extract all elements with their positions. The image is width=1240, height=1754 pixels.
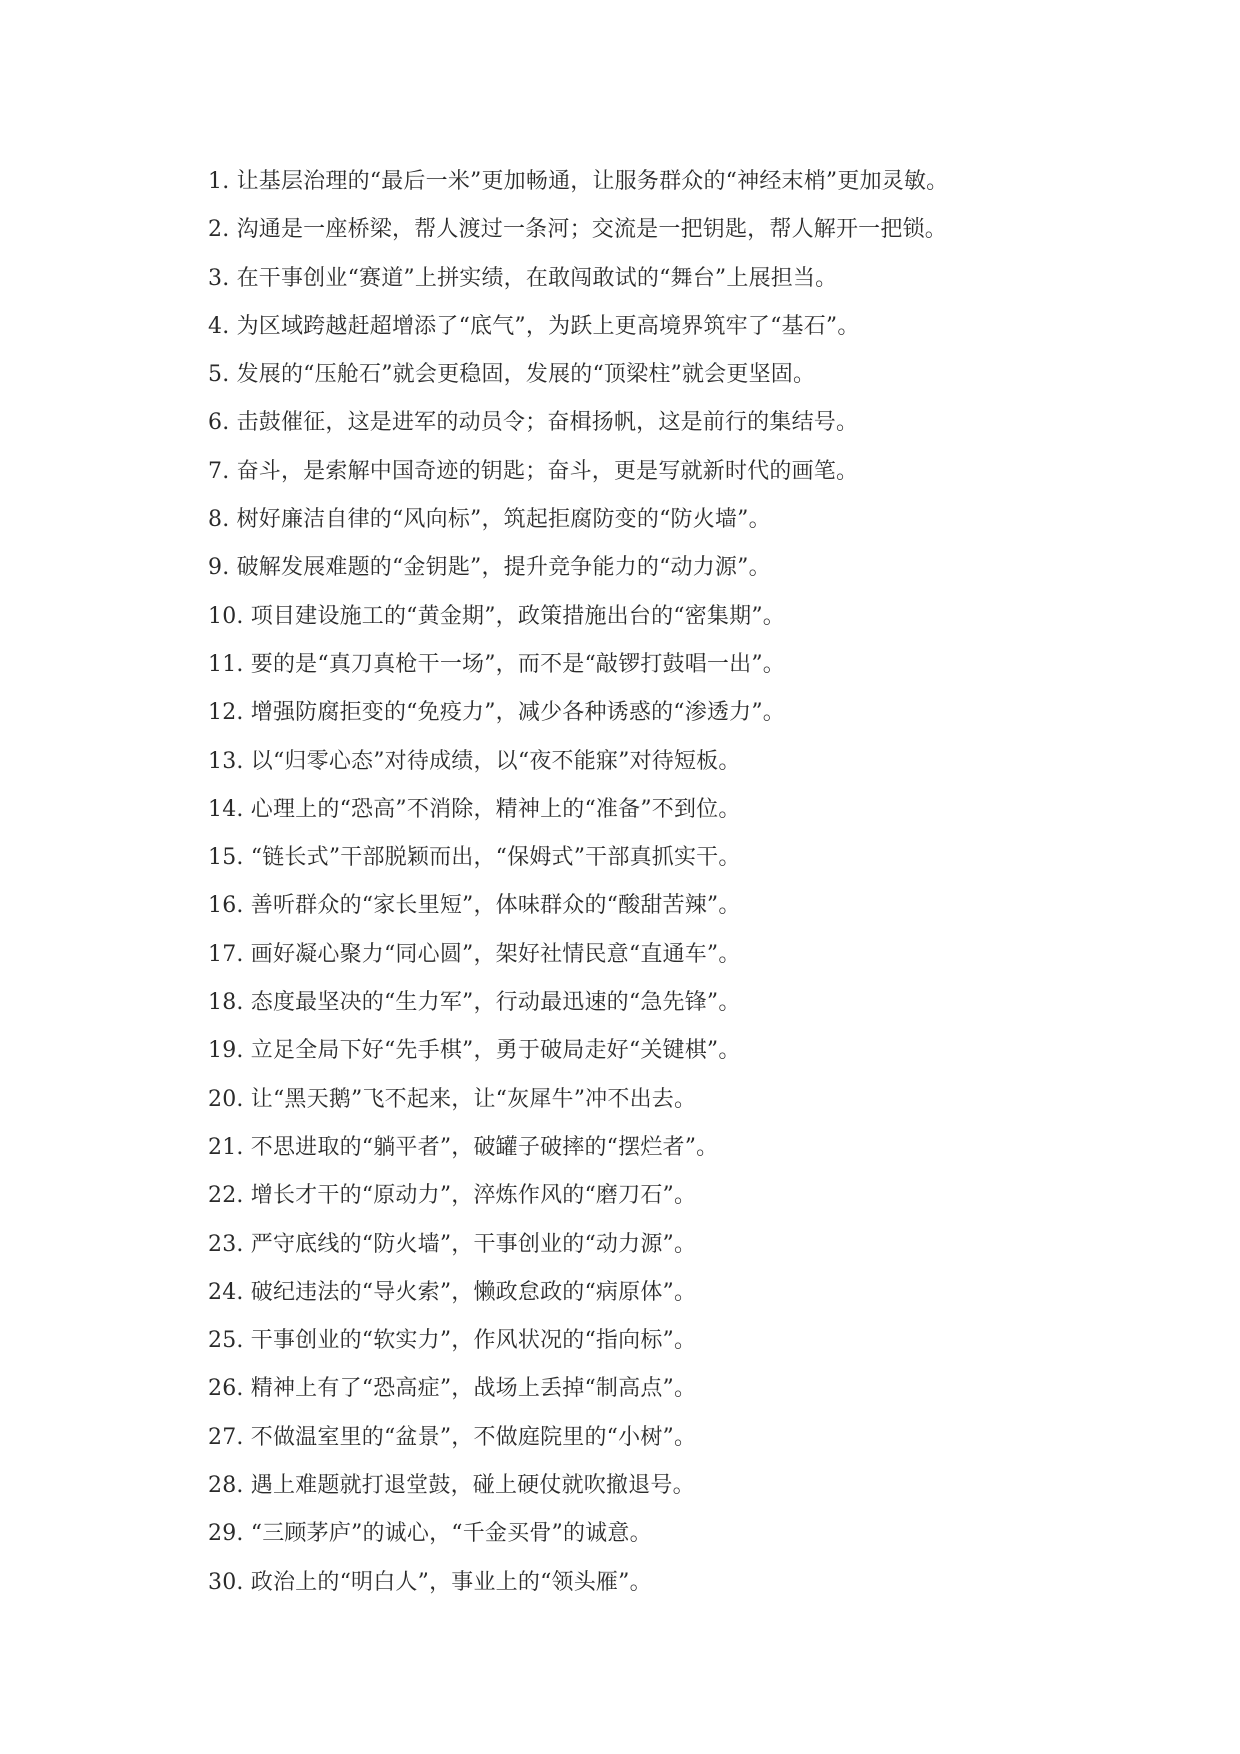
list-item: 19. 立足全局下好“先手棋”，勇于破局走好“关键棋”。 [208, 1038, 741, 1064]
list-item: 14. 心理上的“恐高”不消除，精神上的“准备”不到位。 [208, 796, 741, 822]
list-item: 22. 增长才干的“原动力”，淬炼作风的“磨刀石”。 [208, 1183, 697, 1209]
list-item: 27. 不做温室里的“盆景”，不做庭院里的“小树”。 [208, 1424, 697, 1450]
numbered-list [208, 158, 1208, 1607]
list-item: 18. 态度最坚决的“生力军”，行动最迅速的“急先锋”。 [208, 990, 741, 1016]
list-item: 26. 精神上有了“恐高症”，战场上丢掉“制高点”。 [208, 1376, 697, 1402]
list-item: 17. 画好凝心聚力“同心圆”，架好社情民意“直通车”。 [208, 941, 741, 967]
list-item: 10. 项目建设施工的“黄金期”，政策措施出台的“密集期”。 [208, 603, 785, 629]
list-item: 25. 干事创业的“软实力”，作风状况的“指向标”。 [208, 1328, 697, 1354]
list-item: 1. 让基层治理的“最后一米”更加畅通，让服务群众的“神经末梢”更加灵敏。 [208, 169, 949, 194]
list-item: 24. 破纪违法的“导火索”，懒政怠政的“病原体”。 [208, 1279, 697, 1305]
list-item: 8. 树好廉洁自律的“风向标”，筑起拒腐防变的“防火墙”。 [208, 507, 771, 533]
list-item: 30. 政治上的“明白人”，事业上的“领头雁”。 [208, 1569, 652, 1595]
list-item: 28. 遇上难题就打退堂鼓，碰上硬仗就吹撤退号。 [208, 1473, 695, 1499]
list-item: 2. 沟通是一座桥梁，帮人渡过一条河；交流是一把钥匙，帮人解开一把锁。 [208, 217, 947, 243]
list-item: 20. 让“黑天鹅”飞不起来，让“灰犀牛”冲不出去。 [208, 1086, 697, 1112]
list-item: 3. 在干事创业“赛道”上拼实绩，在敢闯敢试的“舞台”上展担当。 [208, 265, 838, 291]
list-item: 12. 增强防腐拒变的“免疫力”，减少各种诱惑的“渗透力”。 [208, 700, 785, 726]
list-item: 4. 为区域跨越赶超增添了“底气”，为跃上更高境界筑牢了“基石”。 [208, 313, 860, 339]
list-item: 9. 破解发展难题的“金钥匙”，提升竞争能力的“动力源”。 [208, 555, 771, 581]
list-item: 13. 以“归零心态”对待成绩，以“夜不能寐”对待短板。 [208, 748, 741, 774]
list-item: 7. 奋斗，是索解中国奇迹的钥匙；奋斗，更是写就新时代的画笔。 [208, 458, 859, 484]
list-item: 5. 发展的“压舱石”就会更稳固，发展的“顶梁柱”就会更坚固。 [208, 362, 816, 388]
list-item: 23. 严守底线的“防火墙”，干事创业的“动力源”。 [208, 1231, 697, 1257]
list-item: 11. 要的是“真刀真枪干一场”，而不是“敲锣打鼓唱一出”。 [208, 651, 785, 677]
list-item: 16. 善听群众的“家长里短”，体味群众的“酸甜苦辣”。 [208, 893, 741, 919]
list-item: 21. 不思进取的“躺平者”，破罐子破摔的“摆烂者”。 [208, 1134, 719, 1160]
list-item: 15. “链长式”干部脱颖而出，“保姆式”干部真抓实干。 [208, 845, 741, 871]
list-item: 29. “三顾茅庐”的诚心，“千金买骨”的诚意。 [208, 1521, 652, 1547]
list-item: 6. 击鼓催征，这是进军的动员令；奋楫扬帆，这是前行的集结号。 [208, 410, 859, 436]
